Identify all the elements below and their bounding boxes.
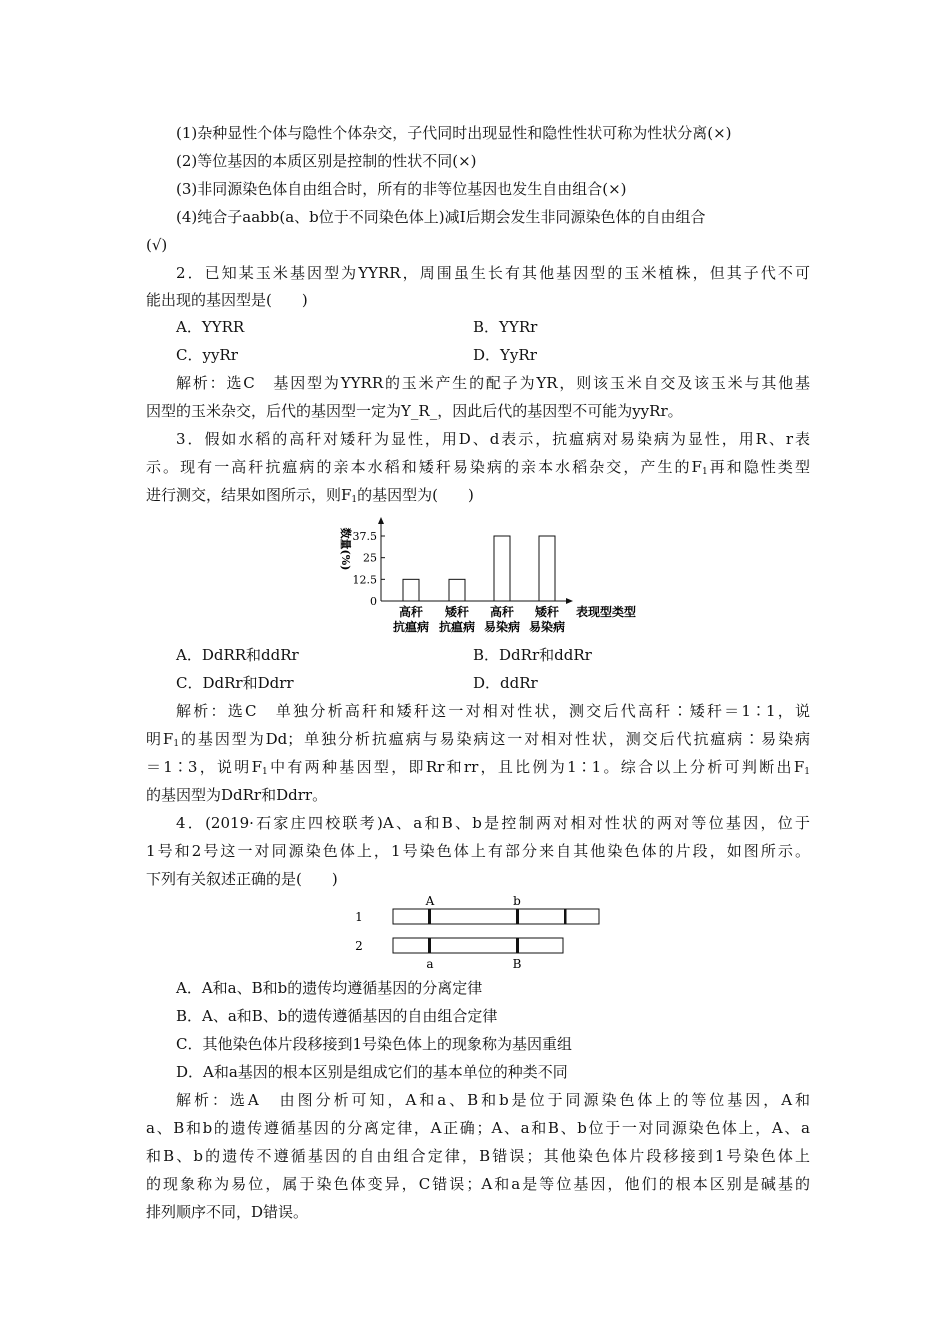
q2-analysis-line-1: 解析：选C 基因型为YYRR的玉米产生的配子为YR，则该玉米自交及该玉米与其他基 (176, 374, 810, 392)
q3-stem-line-2: 示。现有一高秆抗瘟病的亲本水稻和矮秆易染病的亲本水稻杂交，产生的$F_1$再和隐性类型 (146, 458, 810, 477)
segment-boundary (564, 909, 567, 924)
chart-x-axis-arrow (566, 598, 573, 604)
q2-stem-line-2: 能出现的基因型是( ) (146, 291, 308, 309)
bar (449, 579, 465, 601)
q4-analysis-line-4: 的现象称为易位，属于染色体变异，C错误；A和a是等位基因，他们的根本区别是碱基的 (146, 1175, 810, 1193)
x-category-label: 矮秆 (534, 605, 560, 619)
q3-option-c: C．DdRr和Ddrr (176, 674, 294, 692)
gene-locus-b (516, 909, 519, 924)
x-category-label: 易染病 (528, 620, 566, 634)
q2-option-a: A．YYRR (176, 318, 245, 336)
q4-analysis-line-2: a、B和b的遗传遵循基因的分离定律，A正确；A、a和B、b位于一对同源染色体上，A、a (146, 1119, 810, 1137)
q3-analysis-line-3: ＝1∶3，说明$F_1$中有两种基因型，即Rr和rr，且比例为1∶1。综合以上分析可判断出$F_1$ (146, 758, 810, 777)
statement-1: (1)杂种显性个体与隐性个体杂交，子代同时出现显性和隐性性状可称为性状分离(×) (176, 124, 732, 142)
chart-x-axis-label: 表现型类型 (575, 605, 637, 619)
testcross-bar-chart (330, 515, 650, 640)
q4-option-b: B．A、a和B、b的遗传遵循基因的自由组合定律 (176, 1007, 498, 1025)
gene-label-B: B (512, 957, 522, 971)
gene-locus-A (428, 909, 431, 924)
q3-analysis-line-1: 解析：选C 单独分析高秆和矮秆这一对相对性状，测交后代高秆∶矮秆＝1∶1，说 (176, 702, 810, 720)
y-tick-label: 0 (370, 595, 377, 608)
q4-stem-line-1: 4．(2019·石家庄四校联考)A、a和B、b是控制两对相对性状的两对等位基因，位于 (176, 814, 810, 832)
q2-option-d: D．YyRr (473, 346, 537, 364)
x-category-label: 抗瘟病 (438, 620, 476, 634)
statement-4-answer: (√) (146, 236, 168, 254)
gene-label-A: A (425, 894, 435, 908)
gene-label-b: b (513, 894, 521, 908)
q4-stem-line-2: 1号和2号这一对同源染色体上，1号染色体上有部分来自其他染色体的片段，如图所示。 (146, 842, 810, 860)
chart-y-axis-arrow (378, 517, 384, 524)
y-tick-label: 25 (363, 551, 377, 565)
statement-3: (3)非同源染色体自由组合时，所有的非等位基因也发生自由组合(×) (176, 180, 627, 198)
gene-locus-a (428, 938, 431, 953)
q4-option-a: A．A和a、B和b的遗传均遵循基因的分离定律 (176, 979, 483, 997)
q3-analysis-line-2: 明$F_1$的基因型为Dd；单独分析抗瘟病与易染病这一对相对性状，测交后代抗瘟病∶易染病 (146, 730, 810, 749)
bar (403, 579, 419, 601)
statement-4: (4)纯合子aabb(a、b位于不同染色体上)减Ⅰ后期会发生非同源染色体的自由组合 (176, 208, 706, 226)
q2-stem-line-1: 2．已知某玉米基因型为YYRR，周围虽生长有其他基因型的玉米植株，但其子代不可 (176, 264, 810, 282)
y-tick-label: 12.5 (352, 573, 377, 587)
chromosome-diagram (350, 893, 610, 973)
q3-stem-line-3: 进行测交，结果如图所示，则$F_1$的基因型为( ) (146, 486, 474, 505)
q2-option-c: C．yyRr (176, 346, 238, 364)
q3-analysis-line-4: 的基因型为DdRr和Ddrr。 (146, 786, 328, 804)
q4-analysis-line-3: 和B、b的遗传不遵循基因的自由组合定律，B错误；其他染色体片段移接到1号染色体上 (146, 1147, 810, 1165)
q4-analysis-line-5: 排列顺序不同，D错误。 (146, 1203, 309, 1221)
chromosome-1-label: 1 (355, 910, 363, 924)
chromosome-1 (393, 909, 599, 924)
x-category-label: 易染病 (483, 620, 521, 634)
gene-label-a: a (426, 957, 434, 971)
x-category-label: 抗瘟病 (392, 620, 430, 634)
q3-option-a: A．DdRR和ddRr (176, 646, 299, 664)
chromosome-2 (393, 938, 563, 953)
x-category-label: 高秆 (489, 605, 515, 619)
x-category-label: 矮秆 (444, 605, 470, 619)
q4-analysis-line-1: 解析：选A 由图分析可知，A和a、B和b是位于同源染色体上的等位基因，A和 (176, 1091, 810, 1109)
q3-stem-line-1: 3．假如水稻的高秆对矮秆为显性，用D、d表示，抗瘟病对易染病为显性，用R、r表 (176, 430, 810, 448)
q4-option-c: C．其他染色体片段移接到1号染色体上的现象称为基因重组 (176, 1035, 573, 1053)
y-tick-label: 37.5 (352, 530, 377, 543)
chromosome-2-label: 2 (355, 939, 363, 953)
chart-y-axis-label: 数量(%) (339, 527, 352, 571)
statement-2: (2)等位基因的本质区别是控制的性状不同(×) (176, 152, 477, 170)
q3-option-b: B．DdRr和ddRr (473, 646, 592, 664)
bar (494, 536, 510, 601)
q2-analysis-line-2: 因型的玉米杂交，后代的基因型一定为Y_R_，因此后代的基因型不可能为yyRr。 (146, 402, 683, 420)
q2-option-b: B．YYRr (473, 318, 538, 336)
q4-option-d: D．A和a基因的根本区别是组成它们的基本单位的种类不同 (176, 1063, 568, 1081)
q4-stem-line-3: 下列有关叙述正确的是( ) (146, 870, 338, 888)
x-category-label: 高秆 (398, 605, 424, 619)
gene-locus-B (516, 938, 519, 953)
q3-option-d: D．ddRr (473, 674, 538, 692)
bar (539, 536, 555, 601)
